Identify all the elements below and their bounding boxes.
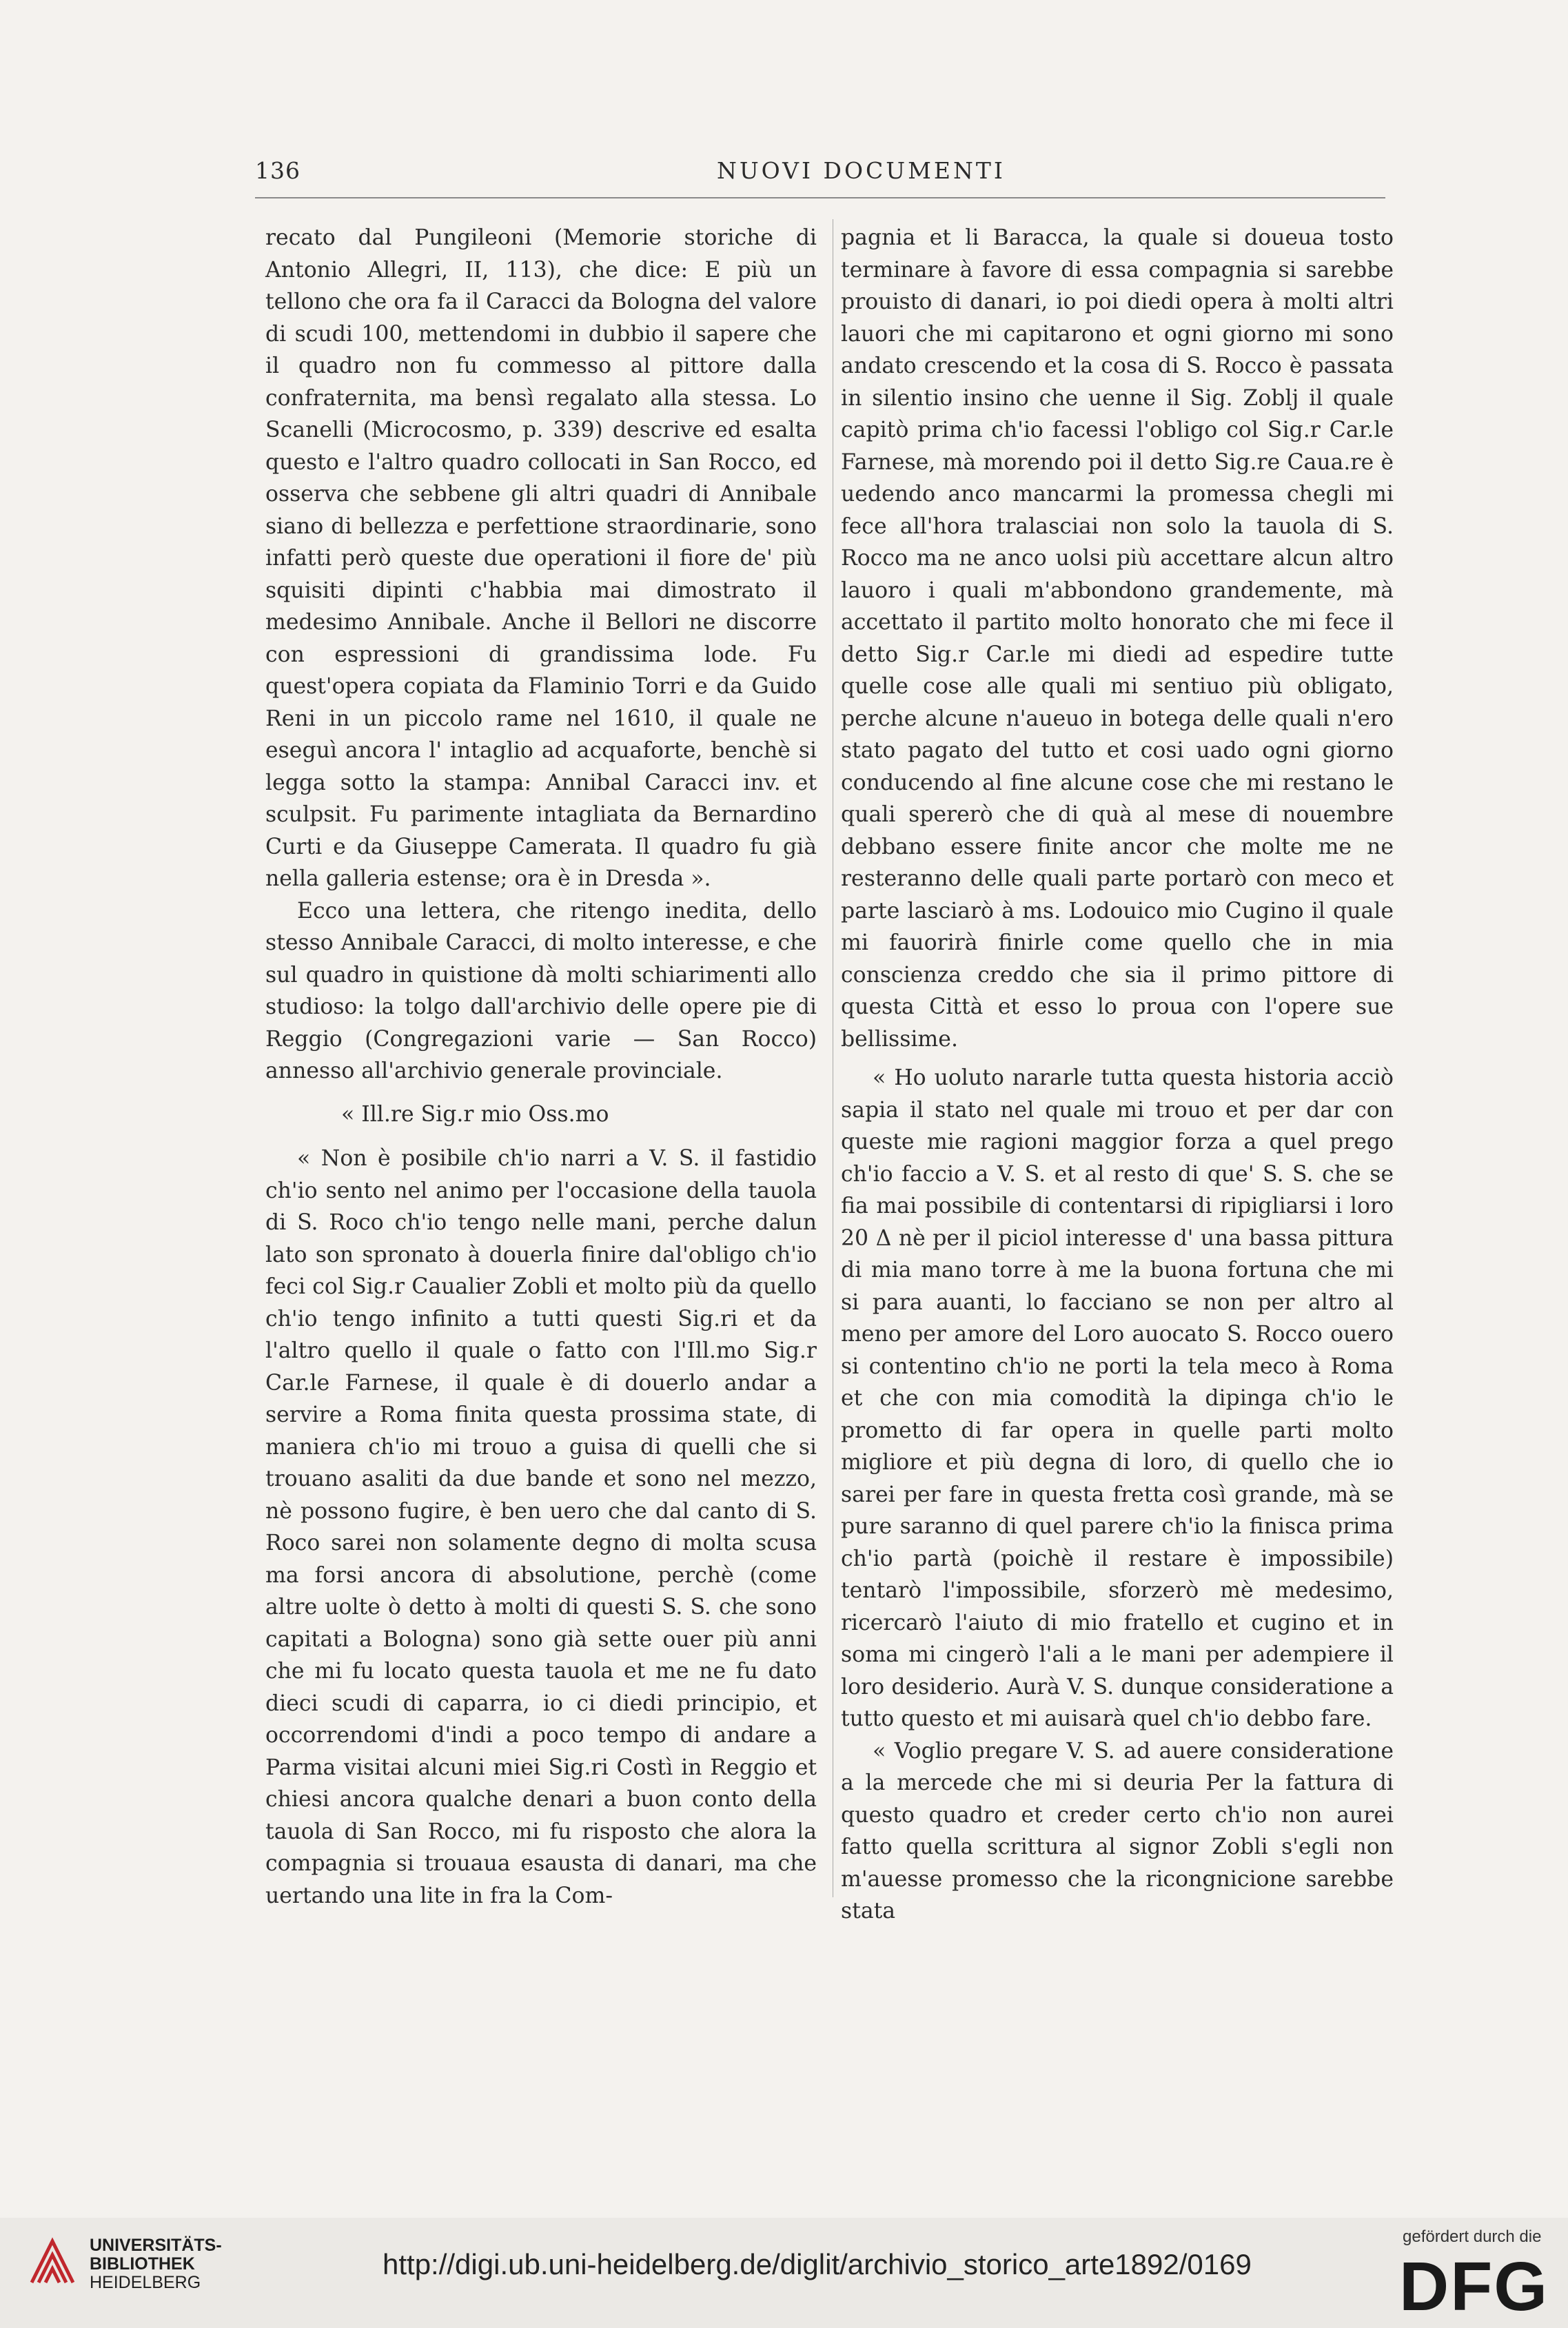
page-number: 136	[255, 157, 301, 184]
paragraph: Ecco una lettera, che ritengo inedita, dello stesso Annibale Caracci, di molto interesse, e che sul quadro in quistione dà molti schiarimenti allo studioso: la tolgo dall'archivio delle opere pie di Reggio (Congregazioni varie — San Rocco) annesso all'archivio generale provinciale.	[265, 898, 817, 1083]
paragraph: recato dal Pungileoni (Memorie storiche di Antonio Allegri, II, 113), che dice: E più un tellono che ora fa il Caracci da Bologna del valore di scudi 100, mettendomi in dubbio il sapere che il quadro non fu commesso al pittore dalla confraternita, ma bensì regalato alla stessa. Lo Scanelli (Microcosmo, p. 339) descrive ed esalta questo e l'altro quadro collocati in San Rocco, ed osserva che sebbene gli altri quadri di Annibale siano di bellezza e perfettione straordinarie, sono infatti però queste due operationi il fiore de' più squisiti dipinti c'habbia mai dimostrato il medesimo Annibale. Anche il Bellori ne discorre con espressioni di grandissima lode. Fu quest'opera copiata da Flaminio Torri e da Guido Reni in un piccolo rame nel 1610, il quale ne eseguì ancora l' intaglio ad acquaforte, benchè si legga sotto la stampa: Annibal Caracci inv. et sculpsit. Fu parimente intagliata da Bernardino Curti e da Giuseppe Camerata. Il quadro fu già nella galleria estense; ora è in Dresda ».	[265, 225, 817, 891]
right-column	[841, 222, 1394, 1928]
paragraph: pagnia et li Baracca, la quale si doueua tosto terminare à favore di essa compagnia si sarebbe prouisto di danari, io poi diedi opera à molti altri lauori che mi capitarono et ogni giorno mi sono andato crescendo et la cosa di S. Rocco è passata in silentio insino che uenne il Sig. Zoblj il quale capitò prima ch'io facessi l'obligo col Sig.r Car.le Farnese, mà morendo poi il detto Sig.re Caua.re è uedendo anco mancarmi la promessa chegli mi fece all'hora tralasciai non solo la tauola di S. Rocco ma ne anco uolsi più accettare alcun altro lauoro i quali m'abbondono grandemente, mà accettato il partito molto honorato che mi fece il detto Sig.r Car.le mi diedi ad espedire tutte quelle cose alle quali mi sentiuo più obligato, perche alcune n'aueuo in botega delle quali n'ero stato pagato del tutto et cosi uado ogni giorno conducendo al fine alcune cose che mi restano le quali spererò che di quà al mese di nouembre debbano essere finite ancor che molte me ne resteranno delle quali parte portarò con meco et parte lasciarò à ms. Lodouico mio Cugino il quale mi fauorirà finirle come quello che in mia conscienza creddo che sia il primo pittore di questa Città et esso lo proua con l'opere sue bellissime.	[841, 225, 1394, 1052]
running-title: NUOVI DOCUMENTI	[717, 157, 1006, 184]
letter-salutation: « Ill.re Sig.r mio Oss.mo	[341, 1101, 609, 1127]
header-rule	[255, 197, 1385, 198]
university-logo-icon	[25, 2227, 80, 2296]
dfg-logo: DFG	[1399, 2248, 1549, 2325]
university-name-line: BIBLIOTHEK	[90, 2254, 195, 2274]
paragraph: « Voglio pregare V. S. ad auere consideratione a la mercede che mi si deuria Per la fattura di questo quadro et creder certo ch'io non aurei fatto quella scrittura al signor Zobli s'egli non m'auesse promesso che la ricongnicione sarebbe stata	[841, 1738, 1394, 1923]
sponsor-label: gefördert durch die	[1403, 2227, 1542, 2246]
paragraph: « Ho uoluto nararle tutta questa historia acciò sapia il stato nel quale mi trouo et per dar con queste mie ragioni maggior forza a quel prego ch'io faccio a V. S. et al resto di que' S. S. che se fia mai possibile di contentarsi di ripigliarsi i loro 20 Δ nè per il piciol interesse d' una bassa pittura di mia mano torre à me la buona fortuna che mi si para auanti, lo facciano se non per altro al meno per amore del Loro auocato S. Rocco ouero si contentino ch'io ne porti la tela meco à Roma et che con mia comodità la dipinga ch'io le prometto di far opera in quelle parti molto migliore et più degna di loro, di quello che io sarei per fare in questa fretta così grande, mà se pure saranno di quel parere ch'io la finisca prima ch'io partà (poichè il restare è impossibile) tentarò l'impossibile, sforzerò mè medesimo, ricercarò l'aiuto di mio fratello et cugino et in soma mi cingerò l'ali a le mani per adempiere il loro desiderio. Aurà V. S. dunque consideratione a tutto questo et mi auisarà quel ch'io debbo fare.	[841, 1065, 1394, 1731]
left-column	[265, 222, 817, 1912]
source-url-link[interactable]: http://digi.ub.uni-heidelberg.de/diglit/archivio_storico_arte1892/0169	[383, 2248, 1252, 2280]
university-name	[90, 2236, 222, 2292]
paragraph: « Non è posibile ch'io narri a V. S. il fastidio ch'io sento nel animo per l'occasione della tauola di S. Roco ch'io tengo nelle mani, perche dalun lato son spronato à douerla finire dal'obligo ch'io feci col Sig.r Caualier Zobli et molto più da quello ch'io tengo infinito a tutti questi Sig.ri et da l'altro quello il quale o fatto con l'Ill.mo Sig.r Car.le Farnese, il quale è di douerlo andar a servire a Roma finita questa prossima state, di maniera ch'io mi trouo a guisa di quelli che si trouano asaliti da due bande et sono nel mezzo, nè possono fugire, è ben uero che dal canto di S. Roco sarei non solamente degno di molta scusa ma forsi ancora di absolutione, perchè (come altre uolte ò detto à molti di questi S. S. che sono capitati a Bologna) sono già sette ouer più anni che mi fu locato questa tauola et me ne fu dato dieci scudi di caparra, io ci diedi principio, et occorrendomi d'indi a poco tempo di andare a Parma visitai alcuni miei Sig.ri Costì in Reggio et chiesi ancora qualche denari a buon conto della tauola di San Rocco, mi fu risposto che alora la compagnia si trouaua esausta di danari, ma che uertando una lite in fra la Com-	[265, 1146, 817, 1908]
university-name-line: HEIDELBERG	[90, 2273, 201, 2292]
university-name-line: UNIVERSITÄTS-	[90, 2236, 222, 2255]
